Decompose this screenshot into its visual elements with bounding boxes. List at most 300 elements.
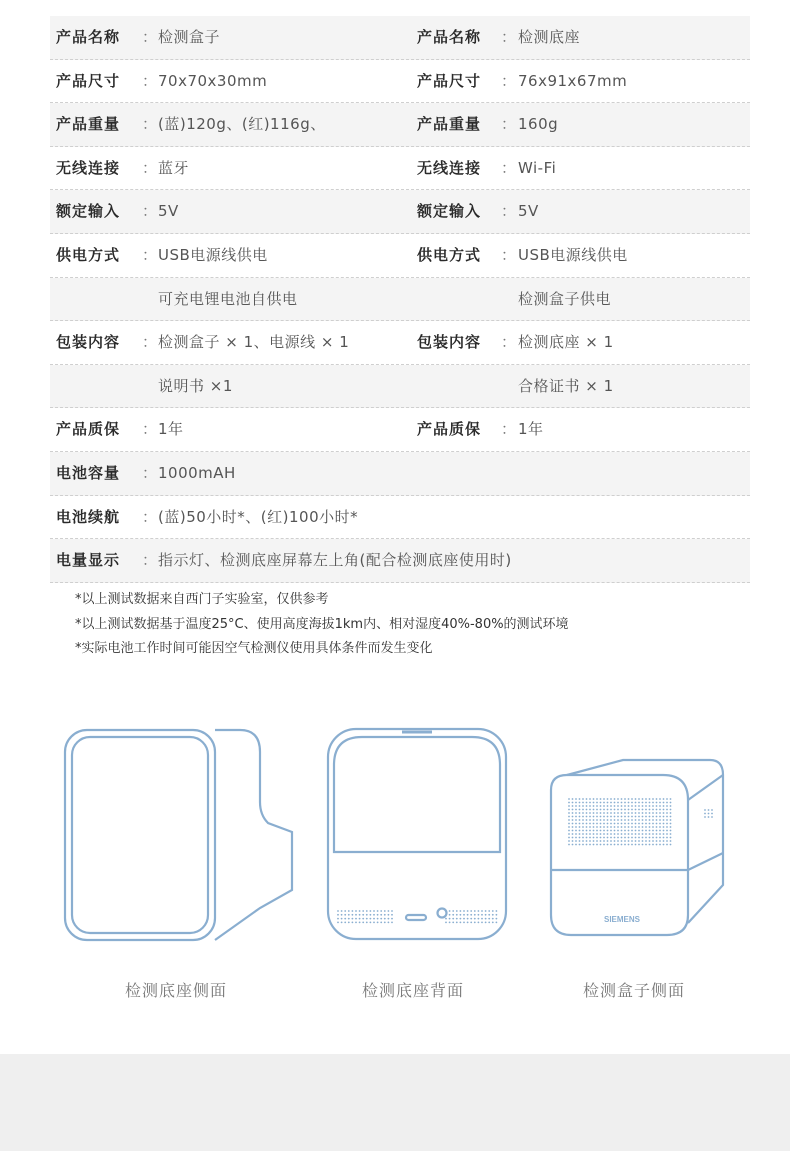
grille-dot [348, 922, 350, 924]
grille-dot [572, 812, 574, 814]
grille-dot [642, 798, 644, 800]
grille-dot [572, 802, 574, 804]
grille-dot [614, 840, 616, 842]
grille-dot [649, 798, 651, 800]
grille-dot [628, 830, 630, 832]
grille-dot [603, 809, 605, 811]
grille-dot [366, 922, 368, 924]
grille-dot [617, 833, 619, 835]
grille-dot [600, 833, 602, 835]
grille-dot [586, 819, 588, 821]
grille-dot [642, 802, 644, 804]
grille-dot [607, 802, 609, 804]
grille-dot [670, 816, 672, 818]
grille-dot [656, 840, 658, 842]
grille-dot [600, 826, 602, 828]
grille-dot [621, 816, 623, 818]
grille-dot [596, 833, 598, 835]
grille-dot [568, 833, 570, 835]
left-label: 额定输入 [56, 202, 121, 221]
grille-dot [582, 809, 584, 811]
spec-row [50, 147, 750, 191]
grille-dot [600, 805, 602, 807]
grille-dot [638, 837, 640, 839]
grille-dot [452, 922, 454, 924]
grille-dot [624, 844, 626, 846]
grille-dot [659, 798, 661, 800]
grille-dot [449, 910, 451, 912]
grille-dot [355, 918, 357, 920]
grille-dot [610, 816, 612, 818]
grille-dot [575, 830, 577, 832]
left-value: 可充电锂电池自供电 [158, 289, 298, 308]
grille-dot [341, 918, 343, 920]
grille-dot [617, 812, 619, 814]
grille-dot [670, 812, 672, 814]
grille-dot [575, 819, 577, 821]
grille-dot [384, 914, 386, 916]
grille-dot [670, 798, 672, 800]
grille-dot [624, 809, 626, 811]
grille-dot [614, 812, 616, 814]
grille-dot [481, 922, 483, 924]
grille-dot [649, 823, 651, 825]
grille-dot [355, 922, 357, 924]
left-colon: ： [142, 28, 158, 46]
grille-dot [659, 823, 661, 825]
grille-dot [638, 823, 640, 825]
grille-dot [652, 819, 654, 821]
grille-dot [600, 840, 602, 842]
grille-dot [614, 802, 616, 804]
grille-dot [642, 844, 644, 846]
grille-dot [478, 918, 480, 920]
grille-dot [624, 833, 626, 835]
grille-dot [589, 837, 591, 839]
grille-dot [617, 798, 619, 800]
left-value: 检测盒子 × 1、电源线 × 1 [158, 333, 350, 352]
grille-dot [568, 823, 570, 825]
grille-dot [593, 805, 595, 807]
left-label: 产品质保 [56, 420, 121, 439]
grille-dot [614, 826, 616, 828]
grille-dot [610, 805, 612, 807]
grille-dot [649, 830, 651, 832]
grille-dot [645, 816, 647, 818]
grille-dot [362, 910, 364, 912]
grille-dot [600, 837, 602, 839]
grille-dot [607, 805, 609, 807]
grille-dot [624, 840, 626, 842]
grille-dot [642, 805, 644, 807]
grille-dot [373, 914, 375, 916]
grille-dot [582, 816, 584, 818]
grille-dot [631, 809, 633, 811]
grille-dot [370, 910, 372, 912]
grille-dot [572, 830, 574, 832]
grille-dot [663, 798, 665, 800]
grille-dot [596, 823, 598, 825]
grille-dot [621, 798, 623, 800]
grille-dot [631, 830, 633, 832]
grille-dot [596, 798, 598, 800]
grille-dot [656, 837, 658, 839]
grille-dot [586, 798, 588, 800]
base-back-caption: 检测底座背面 [362, 981, 465, 1000]
grille-dot [452, 910, 454, 912]
grille-dot [638, 830, 640, 832]
grille-dot [621, 826, 623, 828]
grille-dot [670, 840, 672, 842]
grille-dot [496, 918, 498, 920]
spec-row [50, 452, 750, 496]
grille-dot [642, 823, 644, 825]
grille-dot [348, 918, 350, 920]
grille-dot [621, 809, 623, 811]
grille-dot [575, 816, 577, 818]
grille-dot [607, 823, 609, 825]
grille-dot [603, 812, 605, 814]
grille-dot [373, 910, 375, 912]
grille-dot [496, 922, 498, 924]
right-value: 5V [518, 202, 539, 221]
box-side-caption: 检测盒子侧面 [583, 981, 686, 1000]
grille-dot [666, 802, 668, 804]
grille-dot [631, 805, 633, 807]
grille-dot [488, 910, 490, 912]
grille-dot [582, 805, 584, 807]
grille-dot [652, 809, 654, 811]
grille-dot [377, 922, 379, 924]
grille-dot [638, 798, 640, 800]
grille-dot [614, 833, 616, 835]
grille-dot [589, 798, 591, 800]
grille-dot [586, 833, 588, 835]
grille-dot [456, 918, 458, 920]
grille-dot [610, 823, 612, 825]
grille-dot [610, 837, 612, 839]
grille-dot [582, 837, 584, 839]
grille-dot [649, 812, 651, 814]
right-label: 产品尺寸 [417, 71, 482, 90]
grille-dot [638, 844, 640, 846]
grille-dot [659, 809, 661, 811]
grille-dot [607, 830, 609, 832]
grille-dot [652, 802, 654, 804]
grille-dot [628, 840, 630, 842]
grille-dot [445, 914, 447, 916]
right-colon: ： [501, 420, 517, 439]
grille-dot [337, 922, 339, 924]
right-value: 合格证书 × 1 [518, 376, 614, 395]
grille-dot [631, 798, 633, 800]
right-value: 160g [518, 115, 559, 134]
grille-dot [352, 914, 354, 916]
side-vents [704, 809, 713, 818]
grille-dot [362, 914, 364, 916]
left-label: 供电方式 [56, 245, 121, 264]
grille-dot [596, 844, 598, 846]
grille-dot [593, 812, 595, 814]
grille-dot [663, 844, 665, 846]
grille-dot [656, 833, 658, 835]
grille-dot [352, 922, 354, 924]
grille-dot [586, 823, 588, 825]
grille-dot [596, 802, 598, 804]
grille-dot [370, 918, 372, 920]
grille-dot [575, 823, 577, 825]
grille-dot [635, 802, 637, 804]
grille-dot [670, 837, 672, 839]
grille-dot [631, 819, 633, 821]
left-label: 产品尺寸 [56, 71, 121, 90]
grille-dot [582, 844, 584, 846]
grille-dot [666, 798, 668, 800]
grille-dot [670, 819, 672, 821]
grille-dot [628, 833, 630, 835]
grille-dot [391, 918, 393, 920]
grille-dot [586, 809, 588, 811]
grille-dot [624, 816, 626, 818]
grille-dot [621, 802, 623, 804]
grille-dot [582, 830, 584, 832]
grille-dot [359, 914, 361, 916]
grille-dot [624, 798, 626, 800]
grille-dot [607, 826, 609, 828]
grille-dot [467, 922, 469, 924]
left-label: 电量显示 [56, 551, 121, 570]
grille-dot [663, 823, 665, 825]
grille-dot [467, 918, 469, 920]
grille-dot [568, 830, 570, 832]
left-value: 蓝牙 [158, 158, 190, 177]
grille-dot [366, 918, 368, 920]
grille-dot [373, 922, 375, 924]
grille-dot [670, 826, 672, 828]
grille-dot [380, 910, 382, 912]
grille-dot [659, 805, 661, 807]
grille-dot [642, 826, 644, 828]
grille-dot [582, 812, 584, 814]
grille-dot [470, 922, 472, 924]
grille-dot [388, 910, 390, 912]
grille-dot [635, 823, 637, 825]
grille-dot [575, 809, 577, 811]
grille-dot [659, 830, 661, 832]
right-value: 检测盒子供电 [518, 289, 612, 308]
grille-dot [586, 844, 588, 846]
grille-dot [485, 910, 487, 912]
grille-dot [617, 802, 619, 804]
left-colon: ： [142, 551, 158, 570]
grille-dot [596, 812, 598, 814]
grille-dot [579, 844, 581, 846]
grille-dot [579, 840, 581, 842]
grille-dot [589, 840, 591, 842]
grille-dot [663, 837, 665, 839]
product-illustrations [0, 715, 790, 1015]
spec-table [50, 16, 750, 583]
grille-dot [575, 805, 577, 807]
grille-dot [359, 922, 361, 924]
left-colon: ： [142, 333, 158, 352]
grille-dot [463, 922, 465, 924]
left-value: 1年 [158, 420, 184, 439]
grille-dot [589, 809, 591, 811]
grille-dot [649, 833, 651, 835]
grille-dot [656, 798, 658, 800]
grille-dot [663, 830, 665, 832]
grille-dot [337, 914, 339, 916]
grille-dot [670, 805, 672, 807]
grille-dot [366, 914, 368, 916]
grille-dot [711, 816, 713, 818]
grille-dot [579, 819, 581, 821]
grille-dot [638, 816, 640, 818]
grille-dot [337, 918, 339, 920]
grille-dot [607, 819, 609, 821]
grille-dot [652, 823, 654, 825]
grille-dot [635, 844, 637, 846]
left-value: 检测盒子 [158, 28, 221, 46]
grille-dot [656, 809, 658, 811]
grille-dot [384, 918, 386, 920]
grille-dot [474, 918, 476, 920]
grille-dot [659, 819, 661, 821]
right-value: 检测底座 [518, 28, 581, 46]
grille-dot [645, 809, 647, 811]
left-colon: ： [142, 507, 158, 526]
left-colon: ： [142, 245, 158, 264]
grille-dot [492, 918, 494, 920]
grille-dot [593, 819, 595, 821]
grille-dot [642, 833, 644, 835]
grille-dot [452, 918, 454, 920]
left-colon: ： [142, 115, 158, 134]
grille-dot [388, 922, 390, 924]
grille-dot [638, 805, 640, 807]
grille-dot [638, 819, 640, 821]
grille-dot [663, 819, 665, 821]
grille-dot [391, 910, 393, 912]
grille-dot [610, 819, 612, 821]
grille-dot [449, 918, 451, 920]
grille-dot [593, 844, 595, 846]
grille-dot [586, 826, 588, 828]
grille-dot [614, 837, 616, 839]
grille-dot [572, 823, 574, 825]
grille-dot [617, 830, 619, 832]
grille-dot [652, 830, 654, 832]
grille-dot [362, 922, 364, 924]
grille-dot [638, 809, 640, 811]
grille-dot [568, 798, 570, 800]
grille-dot [649, 826, 651, 828]
grille-dot [460, 910, 462, 912]
brand-logo: SIEMENS [603, 915, 641, 924]
grille-dot [496, 914, 498, 916]
left-value: 1000mAH [158, 463, 236, 482]
spec-row [50, 234, 750, 278]
grille-dot [642, 819, 644, 821]
grille-dot [355, 914, 357, 916]
grille-dot [631, 823, 633, 825]
grille-dot [600, 809, 602, 811]
left-value: 5V [158, 202, 179, 221]
grille-dot [635, 840, 637, 842]
right-value: Wi-Fi [518, 158, 557, 177]
grille-dot [617, 826, 619, 828]
grille-dot [645, 823, 647, 825]
grille-dot [603, 805, 605, 807]
grille-dot [579, 826, 581, 828]
grille-dot [575, 798, 577, 800]
grille-dot [607, 840, 609, 842]
grille-dot [596, 819, 598, 821]
grille-dot [607, 812, 609, 814]
footnote: *以上测试数据基于温度25°C、使用高度海拔1km内、相对湿度40%-80%的测试环境 [75, 616, 569, 632]
grille-dot [635, 819, 637, 821]
grille-dot [656, 830, 658, 832]
grille-dot [656, 823, 658, 825]
grille-dot [370, 922, 372, 924]
grille-dot [603, 840, 605, 842]
right-value: 76x91x67mm [518, 71, 628, 90]
grille-dot [391, 922, 393, 924]
grille-dot [572, 826, 574, 828]
left-value: 70x70x30mm [158, 71, 268, 90]
grille-dot [460, 914, 462, 916]
grille-dot [670, 830, 672, 832]
grille-dot [628, 837, 630, 839]
grille-dot [596, 809, 598, 811]
grille-dot [635, 830, 637, 832]
grille-dot [642, 840, 644, 842]
grille-dot [670, 844, 672, 846]
grille-dot [568, 837, 570, 839]
grille-dot [589, 802, 591, 804]
footnote: *以上测试数据来自西门子实验室，仅供参考 [75, 592, 329, 607]
grille-dot [575, 812, 577, 814]
grille-dot [463, 918, 465, 920]
grille-dot [656, 819, 658, 821]
grille-dot [572, 840, 574, 842]
grille-dot [579, 798, 581, 800]
grille-dot [614, 823, 616, 825]
grille-dot [635, 816, 637, 818]
grille-dot [370, 914, 372, 916]
left-label: 产品重量 [56, 115, 121, 134]
spec-row [50, 365, 750, 409]
grille-dot [572, 805, 574, 807]
grille-dot [377, 914, 379, 916]
right-label: 包装内容 [417, 333, 482, 352]
right-colon: ： [501, 71, 517, 90]
grille-dot [460, 918, 462, 920]
grille-dot [391, 914, 393, 916]
grille-dot [638, 802, 640, 804]
grille-dot [610, 833, 612, 835]
grille-dot [624, 805, 626, 807]
spec-row [50, 16, 750, 60]
grille-dot [575, 826, 577, 828]
grille-dot [488, 914, 490, 916]
grille-dot [603, 837, 605, 839]
spec-row [50, 103, 750, 147]
grille-dot [645, 826, 647, 828]
grille-dot [593, 840, 595, 842]
grille-dot [568, 819, 570, 821]
